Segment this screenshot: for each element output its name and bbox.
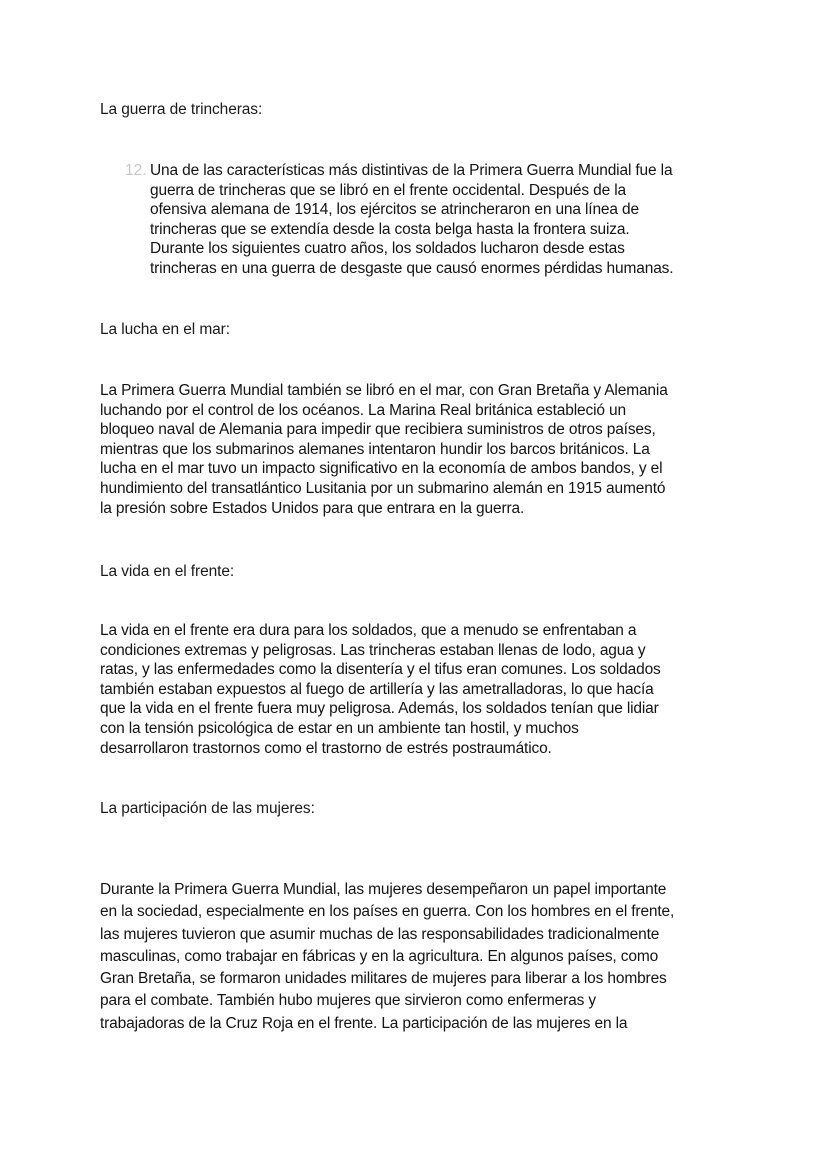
text-line: desarrollaron trastornos como el trastorno de estrés postraumático.	[100, 739, 552, 757]
text-line: lucha en el mar tuvo un impacto significativo en la economía de ambos bandos, y el	[100, 460, 663, 478]
text-line: La vida en el frente era dura para los soldados, que a menudo se enfrentaban a	[100, 622, 637, 639]
text-line: la presión sobre Estados Unidos para que entrara en la guerra.	[100, 499, 525, 517]
text-line: también estaban expuestos al fuego de artillería y las ametralladoras, lo que hacía	[100, 680, 654, 698]
paragraph-sea	[100, 381, 740, 518]
section-heading-trenches: La guerra de trincheras:	[100, 101, 263, 118]
text-line: luchando por el control de los océanos. La Marina Real británica estableció un	[100, 401, 626, 419]
list-item-text	[150, 161, 673, 279]
text-line: La Primera Guerra Mundial también se libró en el mar, con Gran Bretaña y Alemania	[100, 382, 668, 399]
text-line: masculinas, como trabajar en fábricas y en la agricultura. En algunos países, como	[100, 947, 659, 965]
paragraph-front-life	[100, 621, 740, 758]
text-line: condiciones extremas y peligrosas. Las trincheras estaban llenas de lodo, agua y	[100, 641, 646, 659]
text-line: Una de las características más distintivas de la Primera Guerra Mundial fue la	[150, 162, 673, 179]
text-line: ofensiva alemana de 1914, los ejércitos se atrincheraron en una línea de	[150, 201, 639, 219]
section-heading-sea: La lucha en el mar:	[100, 321, 230, 338]
text-line: hundimiento del transatlántico Lusitania por un submarino alemán en 1915 aumentó	[100, 479, 666, 497]
text-line: trabajadoras de la Cruz Roja en el frente. La participación de las mujeres en la	[100, 1014, 628, 1032]
section-heading-women: La participación de las mujeres:	[100, 800, 315, 817]
text-line: con la tensión psicológica de estar en un ambiente tan hostil, y muchos	[100, 719, 579, 737]
section-heading-front-life: La vida en el frente:	[100, 563, 235, 580]
text-line: mientras que los submarinos alemanes intentaron hundir los barcos británicos. La	[100, 440, 650, 458]
text-line: que la vida en el frente fuera muy peligrosa. Además, los soldados tenían que lidiar	[100, 700, 659, 718]
text-line: ratas, y las enfermedades como la disentería y el tifus eran comunes. Los soldados	[100, 661, 661, 679]
list-number: 12.	[125, 162, 147, 179]
text-line: guerra de trincheras que se libró en el frente occidental. Después de la	[150, 181, 627, 199]
text-line: para el combate. También hubo mujeres que sirvieron como enfermeras y	[100, 992, 596, 1010]
text-line: trincheras en una guerra de desgaste que causó enormes pérdidas humanas.	[150, 259, 674, 277]
text-line: bloqueo naval de Alemania para impedir que recibiera suministros de otros países,	[100, 421, 656, 439]
text-line: las mujeres tuvieron que asumir muchas de las responsabilidades tradicionalmente	[100, 925, 660, 943]
text-line: Gran Bretaña, se formaron unidades militares de mujeres para liberar a los hombres	[100, 970, 667, 988]
paragraph-women	[100, 879, 740, 1035]
text-line: trincheras que se extendía desde la costa belga hasta la frontera suiza.	[150, 220, 630, 238]
text-line: Durante los siguientes cuatro años, los soldados lucharon desde estas	[150, 240, 625, 258]
text-line: Durante la Primera Guerra Mundial, las mujeres desempeñaron un papel importante	[100, 881, 667, 898]
text-line: en la sociedad, especialmente en los países en guerra. Con los hombres en el frente,	[100, 903, 675, 921]
